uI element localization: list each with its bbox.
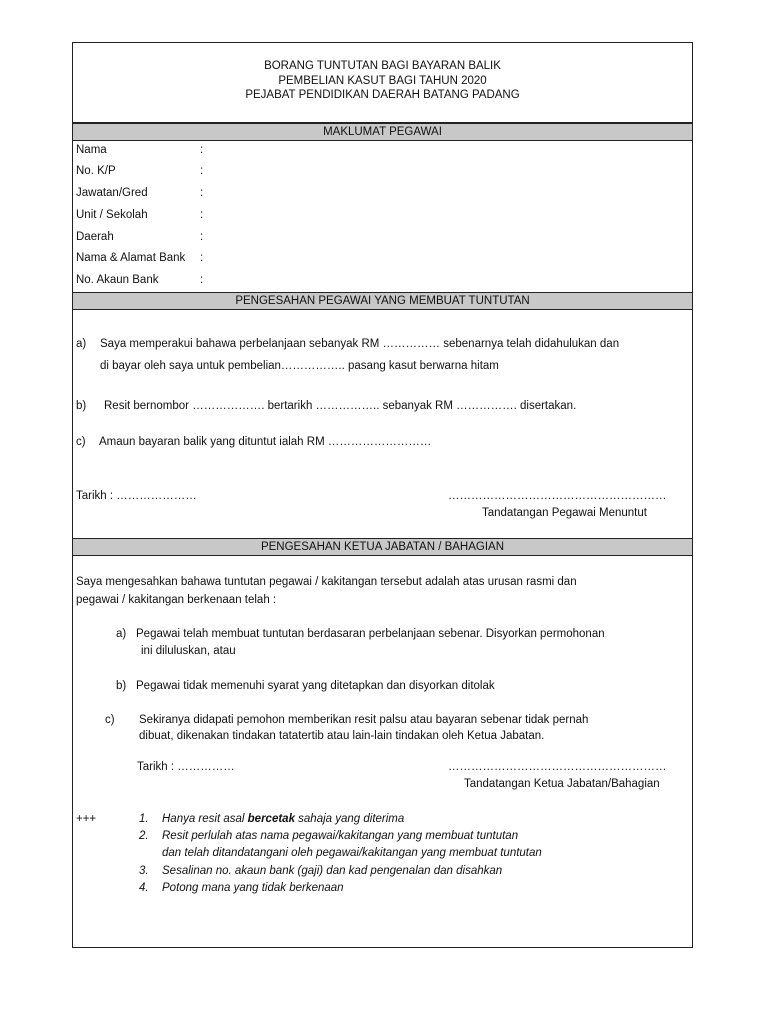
claimant-statement-c: Amaun bayaran balik yang dituntut ialah RM ……………………… (99, 436, 432, 448)
field-sep: : (200, 144, 204, 156)
claimant-date: Tarikh : ………………… (76, 490, 197, 502)
claimant-signature-line: ………………………………………………… (448, 490, 667, 502)
note-2-line-1: Resit perlulah atas nama pegawai/kakitangan yang membuat tuntutan (162, 830, 519, 842)
head-signature-line: ………………………………………………… (448, 761, 667, 773)
field-label-bank: Nama & Alamat Bank (76, 252, 186, 264)
section-officer-info-title: MAKLUMAT PEGAWAI (73, 123, 692, 141)
field-sep: : (200, 187, 204, 199)
note-1-pre: Hanya resit asal (162, 813, 248, 825)
field-sep: : (200, 231, 204, 243)
section-claimant-title: PENGESAHAN PEGAWAI YANG MEMBUAT TUNTUTAN (73, 292, 692, 310)
head-option-c-line-2: dibuat, dikenakan tindakan tatatertib atau lain-lain tindakan oleh Ketua Jabatan. (139, 730, 545, 742)
note-4: Potong mana yang tidak berkenaan (162, 882, 344, 894)
field-label-account: No. Akaun Bank (76, 274, 159, 286)
head-intro-line-2: pegawai / kakitangan berkenaan telah : (76, 594, 277, 606)
claimant-statement-a-line-1: Saya memperakui bahawa perbelanjaan sebanyak RM …………… sebenarnya telah didahulukan dan (100, 338, 620, 350)
field-sep: : (200, 209, 204, 221)
field-label-position: Jawatan/Gred (76, 187, 148, 199)
field-label-district: Daerah (76, 231, 114, 243)
note-1-post: sahaja yang diterima (294, 813, 405, 825)
item-marker: a) (116, 628, 127, 640)
field-label-name: Nama (76, 144, 107, 156)
head-option-a-line-2: ini diluluskan, atau (141, 645, 236, 657)
item-marker: c) (76, 436, 86, 448)
item-marker: c) (105, 714, 115, 726)
note-number: 1. (139, 813, 149, 825)
claimant-statement-b: Resit bernombor ………………. bertarikh …………….. sebanyak RM ……………. disertakan. (104, 400, 577, 412)
field-sep: : (200, 252, 204, 264)
note-number: 2. (139, 830, 149, 842)
head-option-b: Pegawai tidak memenuhi syarat yang ditetapkan dan disyorkan ditolak (136, 680, 495, 692)
head-date: Tarikh : …………… (137, 761, 235, 773)
head-intro-line-1: Saya mengesahkan bahawa tuntutan pegawai / kakitangan tersebut adalah atas urusan rasmi dan (76, 576, 577, 588)
head-option-a-line-1: Pegawai telah membuat tuntutan berdasaran perbelanjaan sebenar. Disyorkan permohonan (136, 628, 605, 640)
note-3: Sesalinan no. akaun bank (gaji) dan kad pengenalan dan disahkan (162, 865, 503, 877)
field-sep: : (200, 274, 204, 286)
field-label-ic: No. K/P (76, 165, 116, 177)
header-title-line-1: BORANG TUNTUTAN BAGI BAYARAN BALIK (264, 60, 501, 72)
claimant-statement-a-line-2: di bayar oleh saya untuk pembelian…………….. pasang kasut berwarna hitam (100, 360, 499, 372)
notes-marker: +++ (76, 813, 97, 825)
field-label-unit: Unit / Sekolah (76, 209, 148, 221)
note-1 (162, 812, 404, 826)
header-title-line-2: PEMBELIAN KASUT BAGI TAHUN 2020 (278, 74, 487, 87)
note-number: 4. (139, 882, 149, 894)
note-1-bold: bercetak (247, 813, 295, 825)
header-title-line-3: PEJABAT PENDIDIKAN DAERAH BATANG PADANG (245, 89, 520, 101)
item-marker: a) (76, 338, 87, 350)
field-sep: : (200, 165, 204, 177)
section-head-dept-title: PENGESAHAN KETUA JABATAN / BAHAGIAN (73, 538, 692, 556)
claim-form (72, 42, 693, 948)
item-marker: b) (76, 400, 87, 412)
head-signature-label: Tandatangan Ketua Jabatan/Bahagian (464, 778, 660, 790)
claimant-signature-label: Tandatangan Pegawai Menuntut (482, 507, 647, 519)
note-2-line-2: dan telah ditandatangani oleh pegawai/kakitangan yang membuat tuntutan (162, 847, 542, 859)
head-option-c-line-1: Sekiranya didapati pemohon memberikan resit palsu atau bayaran sebenar tidak pernah (139, 714, 589, 726)
item-marker: b) (116, 680, 127, 692)
note-number: 3. (139, 865, 149, 877)
form-header (73, 43, 692, 123)
